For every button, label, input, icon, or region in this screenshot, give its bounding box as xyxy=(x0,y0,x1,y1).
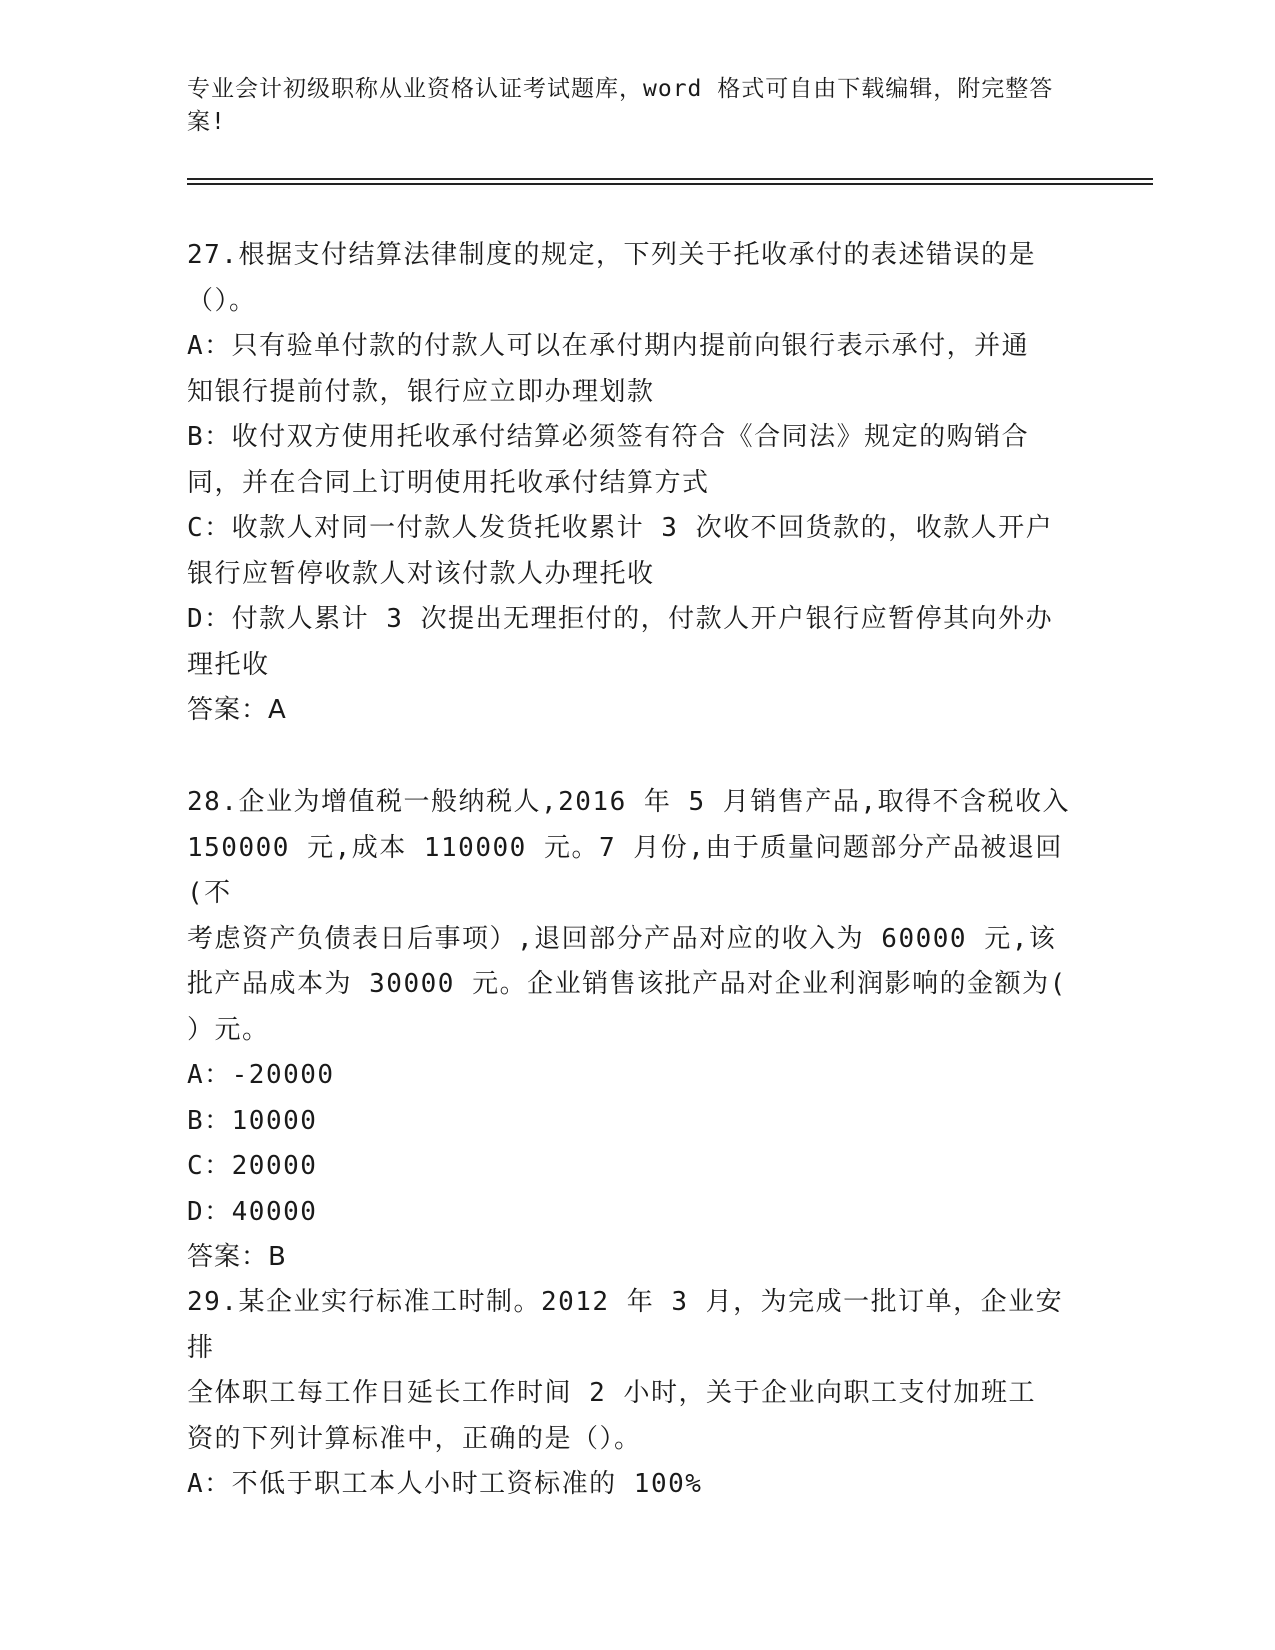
header-rule-bottom xyxy=(187,183,1153,185)
question-29 xyxy=(187,1280,1087,1508)
option-d-line: 理托收 xyxy=(187,649,270,680)
question-stem-line: 150000 元,成本 110000 元。7 月份,由于质量问题部分产品被退回(不 xyxy=(187,832,1063,908)
answer-line: 答案：B xyxy=(187,1242,287,1272)
option-c-line: 银行应暂停收款人对该付款人办理托收 xyxy=(187,558,655,589)
question-stem-line: 全体职工每工作日延长工作时间 2 小时，关于企业向职工支付加班工 xyxy=(187,1378,1036,1408)
option-a-line: A：只有验单付款的付款人可以在承付期内提前向银行表示承付，并通 xyxy=(187,331,1030,361)
question-stem-line: 考虑资产负债表日后事项）,退回部分产品对应的收入为 60000 元,该 xyxy=(187,923,1057,954)
option-a-line: 知银行提前付款，银行应立即办理划款 xyxy=(187,376,655,407)
question-stem-line: 28.企业为增值税一般纳税人,2016 年 5 月销售产品,取得不含税收入 xyxy=(187,787,1070,817)
question-stem-line: 27.根据支付结算法律制度的规定，下列关于托收承付的表述错误的是 xyxy=(187,240,1036,270)
option-b-line: B：10000 xyxy=(187,1105,318,1136)
option-b-line: 同，并在合同上订明使用托收承付结算方式 xyxy=(187,467,710,498)
option-d-line: D：付款人累计 3 次提出无理拒付的，付款人开户银行应暂停其向外办 xyxy=(187,604,1054,634)
question-stem-line: 批产品成本为 30000 元。企业销售该批产品对企业利润影响的金额为( xyxy=(187,969,1067,999)
option-c-line: C：20000 xyxy=(187,1151,318,1181)
question-stem-line: 29.某企业实行标准工时制。2012 年 3 月，为完成一批订单，企业安排 xyxy=(187,1287,1064,1363)
option-a-line: A：不低于职工本人小时工资标准的 100% xyxy=(187,1469,703,1499)
option-a-line: A：-20000 xyxy=(187,1060,335,1090)
question-28 xyxy=(187,780,1087,1281)
question-stem-line: 资的下列计算标准中，正确的是（）。 xyxy=(187,1423,642,1454)
document-header: 专业会计初级职称从业资格认证考试题库，word 格式可自由下载编辑，附完整答案! xyxy=(187,76,1054,135)
question-27 xyxy=(187,233,1087,734)
answer-line: 答案：A xyxy=(187,695,287,725)
option-c-line: C：收款人对同一付款人发货托收累计 3 次收不回货款的，收款人开户 xyxy=(187,513,1054,543)
option-d-line: D：40000 xyxy=(187,1196,318,1227)
header-rule-top xyxy=(187,178,1153,180)
question-stem-line: （）。 xyxy=(187,285,257,316)
option-b-line: B：收付双方使用托收承付结算必须签有符合《合同法》规定的购销合 xyxy=(187,422,1030,452)
question-stem-line: ）元。 xyxy=(187,1014,270,1045)
